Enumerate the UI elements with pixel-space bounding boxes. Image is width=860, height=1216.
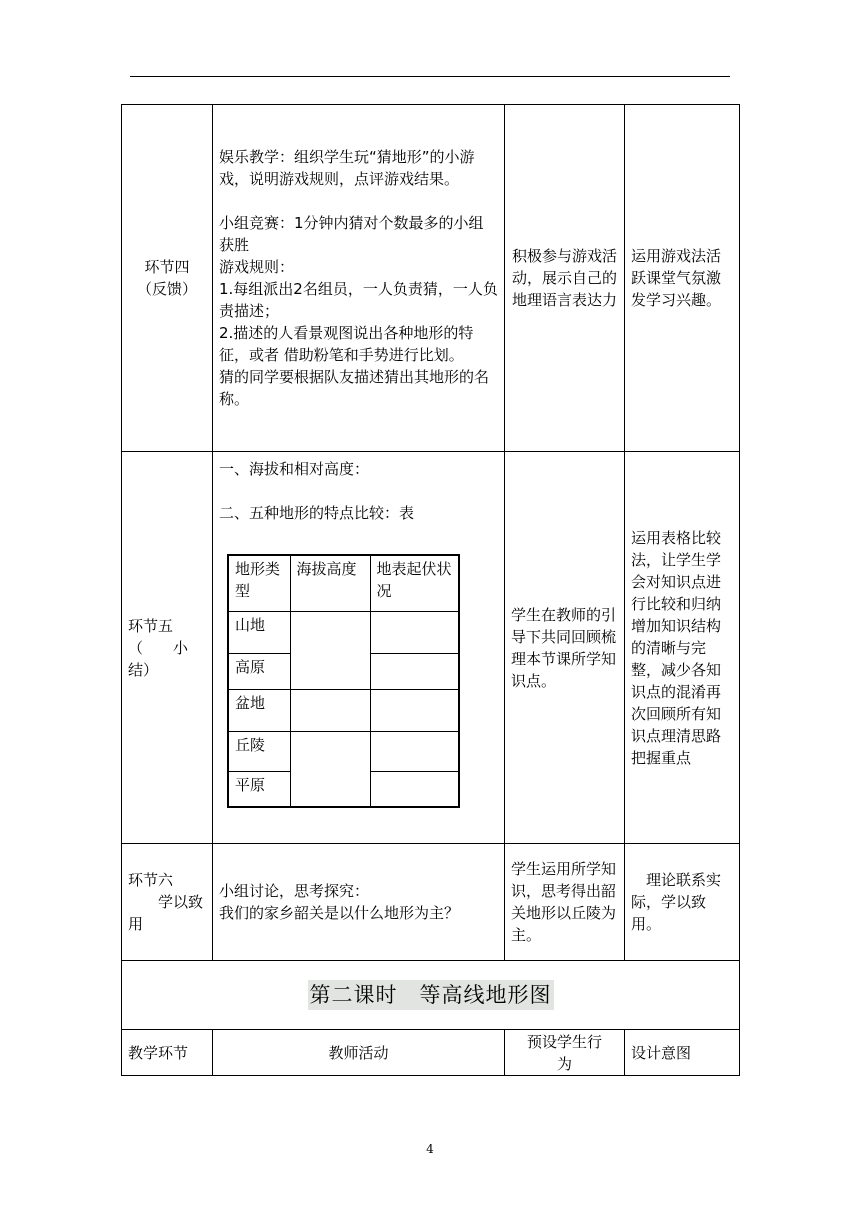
teacher-activity-cell: 小组讨论，思考探究： 我们的家乡韶关是以什么地形为主？ [213,844,505,961]
table-row-stage-4 [122,105,740,452]
empty-cell [290,731,370,807]
landform-name: 盆地 [228,689,290,731]
student-behavior-cell: 学生运用所学知识，思考得出韶关地形以丘陵为主。 [505,844,625,961]
empty-cell [290,689,370,731]
teacher-activity-cell [213,452,505,844]
landform-comparison-table [227,554,460,808]
column-header-teacher: 教师活动 [213,1030,505,1076]
column-header-student: 预设学生行为 [505,1030,625,1076]
stage-cell: 环节四 （反馈） [122,105,213,452]
column-header-row [122,1030,740,1076]
empty-cell [370,731,459,771]
student-behavior-cell: 学生在教师的引导下共同回顾梳理本节课所学知识点。 [505,452,625,844]
empty-cell [290,611,370,689]
section-title: 第二课时 等高线地形图 [308,980,554,1010]
column-header-intent: 设计意图 [625,1030,740,1076]
lesson-plan-table [121,104,740,1076]
teacher-line-1: 一、海拔和相对高度： [219,460,370,478]
table-row-stage-5 [122,452,740,844]
header-rule [130,76,730,77]
header-landform-type: 地形类型 [228,555,290,611]
teacher-activity-cell: 娱乐教学：组织学生玩“猜地形”的小游戏，说明游戏规则，点评游戏结果。 小组竞赛：1分钟内猜对个数最多的小组获胜 游戏规则： 1.每组派出2名组员，一人负责猜，一人负责描述； 2.描述的人看景观图说出各种地形的特征，或者 借助粉笔和手势进行比划。 猜的同学要根据队友描述猜出其地形的名称。 [213,105,505,452]
landform-name: 高原 [228,653,290,689]
design-intent-cell: 理论联系实际，学以致用。 [625,844,740,961]
section-title-row [122,961,740,1030]
empty-cell [370,611,459,653]
table-row-stage-6 [122,844,740,961]
stage-cell: 环节六 学以致用 [122,844,213,961]
header-relief: 地表起伏状况 [370,555,459,611]
column-header-stage: 教学环节 [122,1030,213,1076]
landform-row [228,689,459,731]
empty-cell [370,689,459,731]
header-altitude: 海拔高度 [290,555,370,611]
section-title-cell [122,961,740,1030]
design-intent-cell: 运用表格比较法，让学生学会对知识点进行比较和归纳 增加知识结构的清晰与完整，减少各知识点的混淆再次回顾所有知识点理清思路 把握重点 [625,452,740,844]
teacher-line-2: 二、五种地形的特点比较：表 [219,504,415,522]
stage-cell: 环节五 （ 小结） [122,452,213,844]
empty-cell [370,771,459,807]
design-intent-cell: 运用游戏法活跃课堂气氛激发学习兴趣。 [625,105,740,452]
landform-row [228,611,459,653]
student-behavior-cell: 积极参与游戏活动，展示自己的地理语言表达力 [505,105,625,452]
landform-name: 山地 [228,611,290,653]
landform-name: 平原 [228,771,290,807]
landform-name: 丘陵 [228,731,290,771]
empty-cell [370,653,459,689]
landform-header-row [228,555,459,611]
landform-row [228,731,459,771]
page-number: 4 [426,1142,434,1156]
